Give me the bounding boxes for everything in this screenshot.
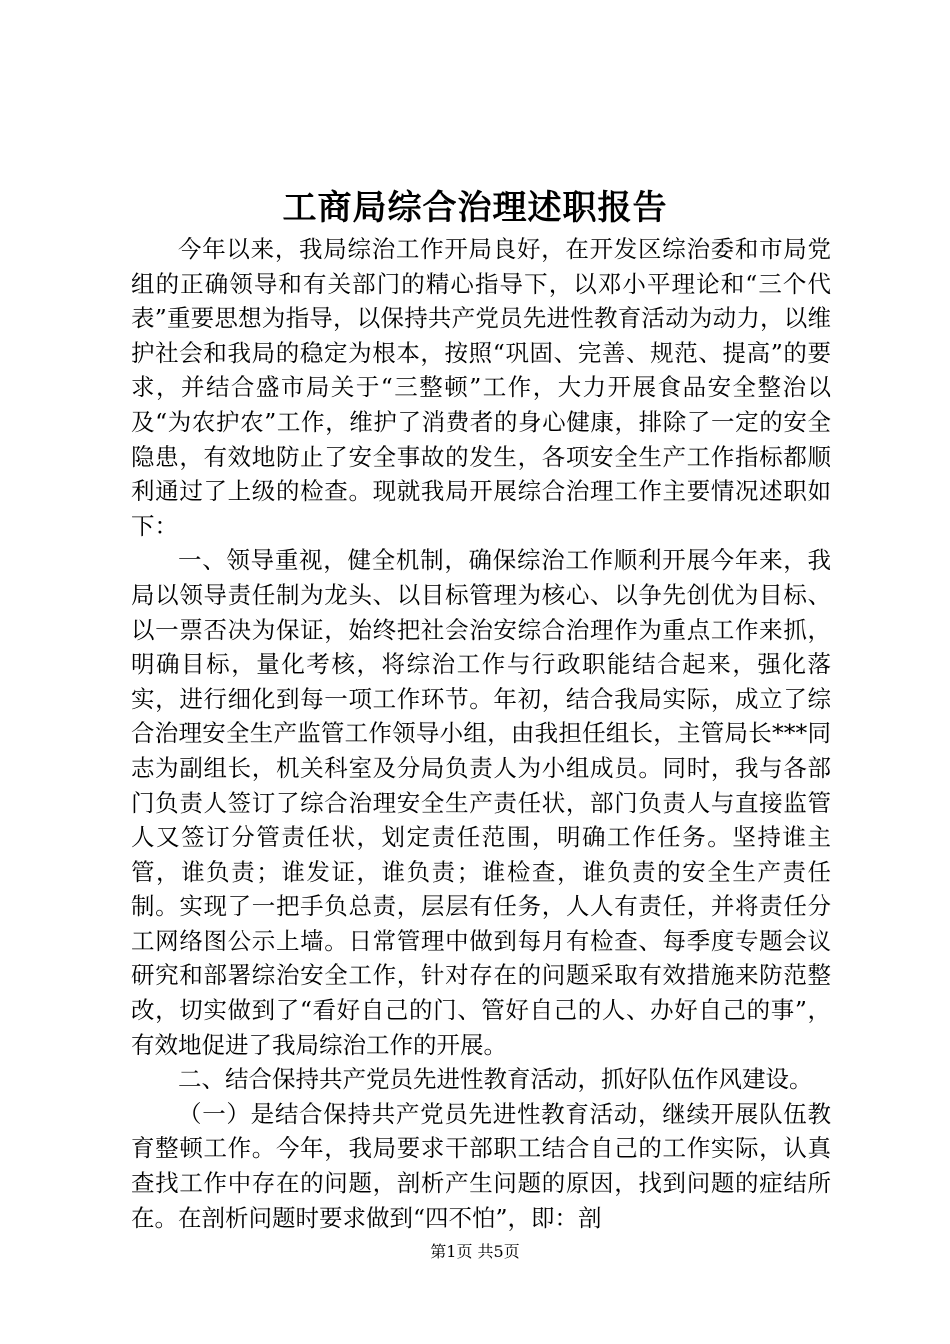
paragraph-intro: 今年以来，我局综治工作开局良好，在开发区综治委和市局党组的正确领导和有关部门的精心指导下，以邓小平理论和“三个代表”重要思想为指导，以保持共产党员先进性教育活动为动力，以维护社会和我局的稳定为根本，按照“巩固、完善、规范、提高”的要求，并结合盛市局关于“三整顿”工作，大力开展食品安全整治以及“为农护农”工作，维护了消费者的身心健康，排除了一定的安全隐患，有效地防止了安全事故的发生，各项安全生产工作指标都顺利通过了上级的检查。现就我局开展综合治理工作主要情况述职如下： [131,235,831,540]
paragraph-section-2-item-1: （一）是结合保持共产党员先进性教育活动，继续开展队伍教育整顿工作。今年，我局要求干部职工结合自己的工作实际，认真查找工作中存在的问题，剖析产生问题的原因，找到问题的症结所在。在剖析问题时要求做到“四不怕”，即：剖 [131,1099,831,1232]
document-body [131,232,831,1235]
page-footer: 第1页 共5页 [430,1242,520,1261]
paragraph-section-2-heading: 二、结合保持共产党员先进性教育活动，抓好队伍作风建设。 [178,1065,813,1094]
document-title: 工商局综合治理述职报告 [282,188,668,228]
paragraph-section-1: 一、领导重视，健全机制，确保综治工作顺利开展今年来，我局以领导责任制为龙头、以目标管理为核心、以争先创优为目标、以一票否决为保证，始终把社会治安综合治理作为重点工作来抓，明确目标，量化考核，将综治工作与行政职能结合起来，强化落实，进行细化到每一项工作环节。年初，结合我局实际，成立了综合治理安全生产监管工作领导小组，由我担任组长，主管局长***同志为副组长，机关科室及分局负责人为小组成员。同时，我与各部门负责人签订了综合治理安全生产责任状，部门负责人与直接监管人又签订分管责任状，划定责任范围，明确工作任务。坚持谁主管，谁负责；谁发证，谁负责；谁检查，谁负责的安全生产责任制。实现了一把手负总责，层层有任务，人人有责任，并将责任分工网络图公示上墙。日常管理中做到每月有检查、每季度专题会议研究和部署综治安全工作，针对存在的问题采取有效措施来防范整改，切实做到了“看好自己的门、管好自己的人、办好自己的事”，有效地促进了我局综治工作的开展。 [131,546,831,1059]
